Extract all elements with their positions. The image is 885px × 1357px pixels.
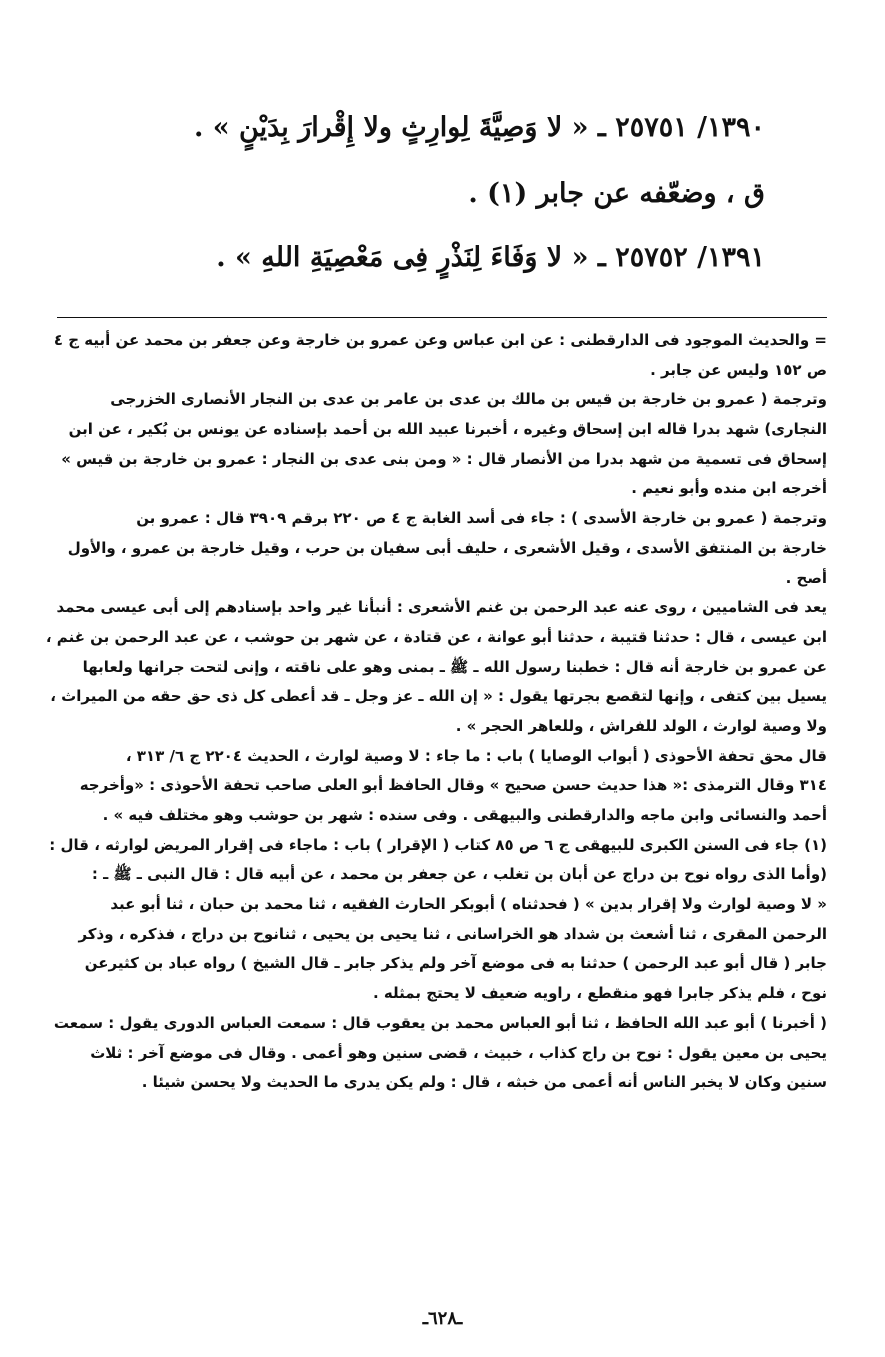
footnote-line: يسيل بين كتفى ، وإنها لتقصع بجرتها يقول : « إن الله ـ عز وجل ـ قد أعطى كل ذى حق حقه من الميراث ، xyxy=(50,687,827,706)
footnote-line: أحمد والنسائى وابن ماجه والدارقطنى والبيهقى . وفى سنده : شهر بن حوشب وهو مختلف فيه » . xyxy=(102,806,827,824)
footnote-line: الرحمن المقرى ، ثنا أشعث بن شداد هو الخراسانى ، ثنا يحيى بن يحيى ، ثنانوح بن دراج ، فذكره ، وذكر xyxy=(78,924,827,943)
footnote-line: ( أخبرنا ) أبو عبد الله الحافظ ، ثنا أبو العباس محمد بن يعقوب قال : سمعت العباس الدورى يقول : سمعت xyxy=(53,1013,827,1032)
footnote-line: نوح ، فلم يذكر جابرا فهو منقطع ، راويه ضعيف لا يحتج بمثله . xyxy=(373,984,827,1003)
footnote-line: = والحديث الموجود فى الدارقطنى : عن ابن عباس وعن عمرو بن خارجة وعن جعفر بن محمد عن أبيه ج ٤ xyxy=(53,331,827,349)
footnote-line: « لا وصية لوارث ولا إقرار بدين » ( فحدثناه ) أبوبكر الحارث الفقيه ، ثنا محمد بن حبان ، ثنا أبو عبد xyxy=(110,895,827,914)
footnote-line: جابر ( قال أبو عبد الرحمن ) حدثنا به فى موضع آخر ولم يذكر جابر ـ قال الشيخ ) رواه عباد بن كثيرعن xyxy=(84,954,827,973)
footnote-line: وترجمة ( عمرو بن خارجة بن قيس بن مالك بن عدى بن عامر بن عدى بن النجار الأنصارى الخزرجى xyxy=(110,390,827,409)
footnote-line: أخرجه ابن منده وأبو نعيم . xyxy=(631,479,827,498)
footnote-line: ص ١٥٢ وليس عن جابر . xyxy=(650,360,827,379)
hadith-source-note: ق ، وضعّفه عن جابر (١) . xyxy=(468,178,765,209)
footnote-line: سنين وكان لا يخبر الناس أنه أعمى من خبثه ، قال : ولم يكن يدرى ما الحديث ولا يحسن شيئا . xyxy=(141,1073,827,1092)
footnote-line: خارجة بن المنتفق الأسدى ، وقيل الأشعرى ، حليف أبى سفيان بن حرب ، وقيل خارجة بن عمرو ، والأول xyxy=(67,538,827,557)
footnotes-block xyxy=(45,326,827,1098)
footnote-line: يحيى بن معين يقول : نوح بن راج كذاب ، خبيث ، قضى سنين وهو أعمى . وقال فى موضع آخر : ثلاث xyxy=(90,1043,827,1062)
footnote-line: (وأما الذى رواه نوح بن دراج عن أبان بن تغلب ، عن جعفر بن محمد ، عن أبيه قال : قال النبى ـ ﷺ ـ : xyxy=(91,865,827,884)
footnote-line: ٣١٤ وقال الترمذى :« هذا حديث حسن صحيح » وقال الحافظ أبو العلى صاحب تحفة الأحوذى : «وأخرجه xyxy=(79,776,827,795)
footnote-line: وترجمة ( عمرو بن خارجة الأسدى ) : جاء فى أسد الغابة ج ٤ ص ٢٢٠ برقم ٣٩٠٩ قال : عمرو بن xyxy=(136,509,827,528)
footnote-divider xyxy=(57,317,827,318)
footnote-line: النجارى) شهد بدرا قاله ابن إسحاق وغيره ، أخبرنا عبيد الله بن أحمد بإسناده عن يونس بن بُكير ، عن ابن xyxy=(68,420,827,439)
footnote-line: (١) جاء فى السنن الكبرى للبيهقى ج ٦ ص ٨٥ كتاب ( الإقرار ) باب : ماجاء فى إقرار المريض لوارثه ، قال : xyxy=(49,835,827,854)
footnote-line: قال محق تحفة الأحوذى ( أبواب الوصايا ) باب : ما جاء : لا وصية لوارث ، الحديث ٢٢٠٤ ج ٦/ ٣١٣ ، xyxy=(125,746,827,765)
footnote-line: أصح . xyxy=(785,568,827,587)
footnote-line: إسحاق فى تسمية من شهد بدرا من الأنصار قال : « ومن بنى عدى بن النجار : عمرو بن خارجة بن قيس » xyxy=(61,449,827,468)
footnote-line: ابن عيسى ، قال : حدثنا قتيبة ، حدثنا أبو عوانة ، عن قتادة ، عن شهر بن حوشب ، عن عبد الرحمن بن غنم ، xyxy=(45,627,827,646)
footnote-line: يعد فى الشاميين ، روى عنه عبد الرحمن بن غنم الأشعرى : أنبأنا غير واحد بإسنادهم إلى أبى عيسى محمد xyxy=(56,598,827,617)
footnote-line: ولا وصية لوارث ، الولد للفراش ، وللعاهر الحجر » . xyxy=(455,716,827,735)
hadith-entry-1390: ١٣٩٠/ ٢٥٧٥١ ـ « لا وَصِيَّةَ لِوارِثٍ ولا إِقْرارَ بِدَيْنٍ » . xyxy=(193,112,765,143)
page-number: ـ٦٢٨ـ xyxy=(422,1308,463,1329)
hadith-entry-1391: ١٣٩١/ ٢٥٧٥٢ ـ « لا وَفَاءَ لِنَذْرٍ فِى مَعْصِيَةِ اللهِ » . xyxy=(216,242,765,273)
footnote-line: عن عمرو بن خارجة أنه قال : خطبنا رسول الله ـ ﷺ ـ بمنى وهو على ناقته ، وإنى لتحت جرانها ولعابها xyxy=(82,657,827,676)
